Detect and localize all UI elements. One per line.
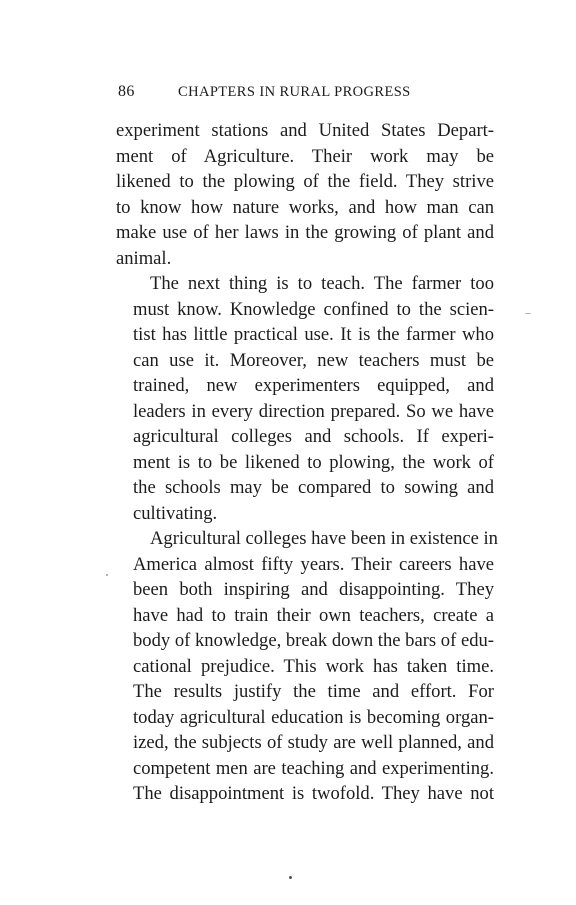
paragraph bbox=[116, 118, 494, 271]
scan-speck bbox=[106, 574, 108, 576]
text-line: The results justify the time and effort. For bbox=[133, 681, 494, 702]
text-line: ized, the subjects of study are well planned, and bbox=[133, 732, 494, 753]
text-line: have had to train their own teachers, create a bbox=[133, 604, 494, 626]
text-line: competent men are teaching and experimenting. bbox=[133, 757, 494, 779]
running-head: CHAPTERS IN RURAL PROGRESS bbox=[178, 84, 411, 100]
text-line: body of knowledge, break down the bars of edu- bbox=[133, 630, 494, 651]
scan-speck bbox=[289, 876, 292, 879]
body-text bbox=[116, 118, 498, 807]
text-line: leaders in every direction prepared. So we have bbox=[133, 400, 494, 422]
page-number: 86 bbox=[118, 83, 135, 100]
text-line: can use it. Moreover, new teachers must be bbox=[133, 349, 494, 371]
text-line: been both inspiring and disappointing. They bbox=[133, 579, 494, 600]
text-line: tist has little practical use. It is the farmer who bbox=[133, 324, 494, 345]
text-line: cational prejudice. This work has taken time. bbox=[133, 655, 494, 677]
text-line: ment of Agriculture. Their work may be bbox=[116, 145, 494, 167]
text-line: cultivating. bbox=[133, 502, 218, 524]
scan-speck bbox=[525, 313, 531, 314]
text-line: The next thing is to teach. The farmer too bbox=[150, 273, 494, 294]
text-line: experiment stations and United States Depart- bbox=[116, 120, 494, 141]
text-line: to know how nature works, and how man can bbox=[116, 196, 494, 218]
text-line: trained, new experimenters equipped, and bbox=[133, 375, 494, 396]
text-line: Agricultural colleges have been in existence in bbox=[150, 528, 498, 549]
text-line: the schools may be compared to sowing and bbox=[133, 477, 494, 498]
text-line: make use of her laws in the growing of plant and bbox=[116, 222, 494, 243]
text-line: The disappointment is twofold. They have not bbox=[133, 783, 494, 804]
text-line: agricultural colleges and schools. If experi- bbox=[133, 426, 494, 447]
paragraph bbox=[116, 271, 494, 526]
text-line: America almost fifty years. Their careers have bbox=[133, 553, 494, 575]
text-line: animal. bbox=[116, 247, 172, 269]
text-line: likened to the plowing of the field. They strive bbox=[116, 171, 494, 192]
text-line: ment is to be likened to plowing, the work of bbox=[133, 451, 494, 473]
text-line: today agricultural education is becoming organ- bbox=[133, 706, 494, 728]
paragraph bbox=[116, 526, 498, 807]
text-line: must know. Knowledge confined to the scien- bbox=[133, 298, 494, 320]
page-header bbox=[118, 83, 438, 105]
